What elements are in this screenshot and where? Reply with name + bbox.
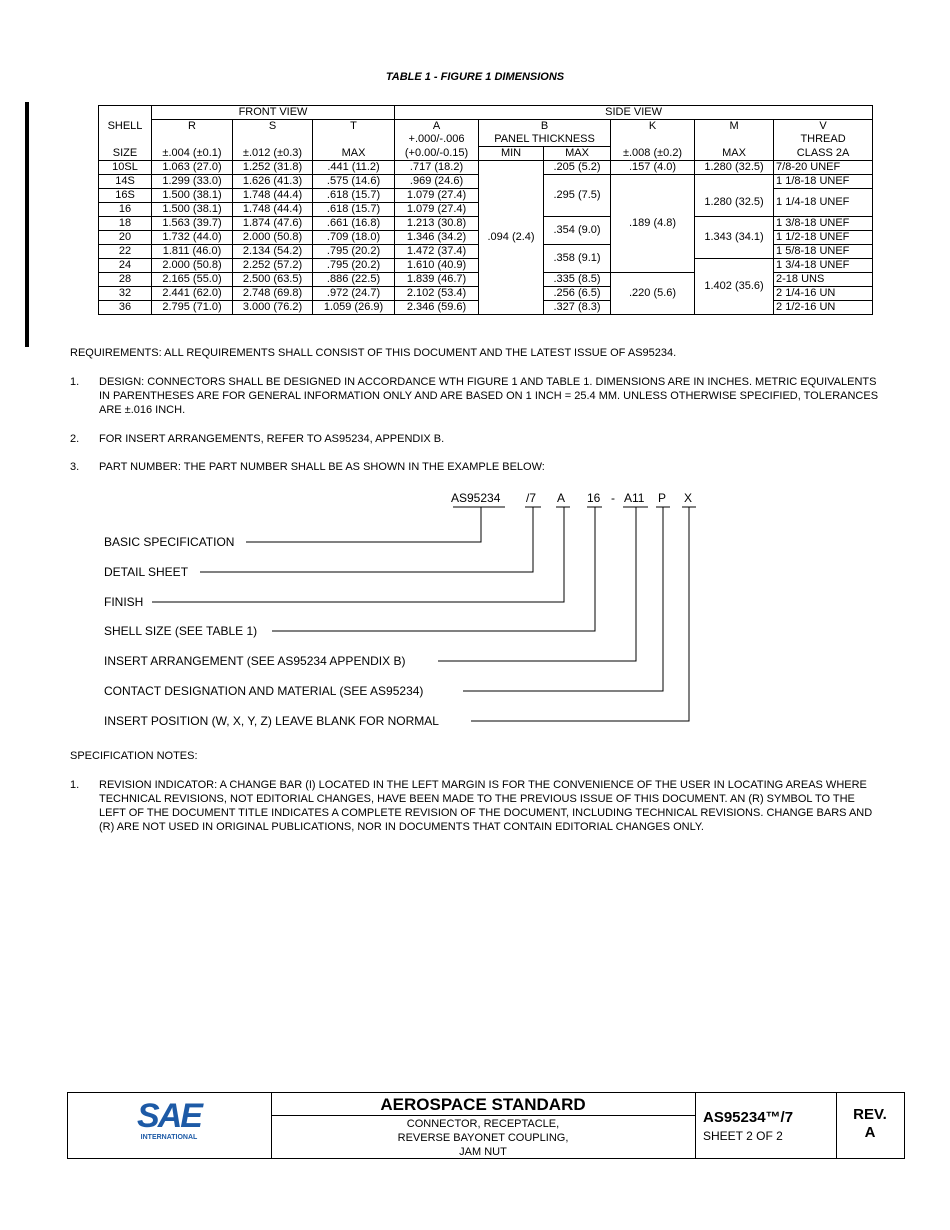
t-cell: .709 (18.0) xyxy=(313,231,395,245)
a-cell: 1.213 (30.8) xyxy=(395,217,479,231)
table-title: TABLE 1 - FIGURE 1 DIMENSIONS xyxy=(385,71,565,83)
r-header-blank xyxy=(152,133,233,147)
code-position: X xyxy=(684,491,693,505)
v-header-1: V xyxy=(774,120,873,134)
v-cell: 1 1/2-18 UNEF xyxy=(774,231,873,245)
a-header-3: (+0.00/-0.15) xyxy=(395,147,479,161)
code-detail-sheet: /7 xyxy=(526,491,537,505)
k-header-1: K xyxy=(611,120,695,134)
title-line-1: CONNECTOR, RECEPTACLE, xyxy=(406,1118,560,1130)
label-insert-position: INSERT POSITION (W, X, Y, Z) LEAVE BLANK FOR NORMAL xyxy=(104,714,439,728)
code-shell-size: 16 xyxy=(587,491,601,505)
code-basic-spec: AS95234 xyxy=(451,491,501,505)
b-max-cell: .205 (5.2) xyxy=(544,161,611,175)
v-cell: 1 1/4-18 UNEF xyxy=(774,189,873,217)
document-title xyxy=(271,1116,695,1159)
table-row xyxy=(99,161,873,175)
v-cell: 1 3/4-18 UNEF xyxy=(774,259,873,273)
s-cell: 2.134 (54.2) xyxy=(233,245,313,259)
dimensions-table xyxy=(98,105,873,315)
aerospace-standard-header: AEROSPACE STANDARD xyxy=(271,1093,695,1116)
note-number: 1. xyxy=(70,779,80,791)
code-dash: - xyxy=(611,491,615,505)
sae-logo-mark xyxy=(68,1093,271,1158)
sae-logo xyxy=(68,1093,272,1158)
a-cell: 2.346 (59.6) xyxy=(395,301,479,315)
s-header-blank xyxy=(233,133,313,147)
shell-cell: 16 xyxy=(99,203,152,217)
r-cell: 1.063 (27.0) xyxy=(152,161,233,175)
t-cell: .575 (14.6) xyxy=(313,175,395,189)
item-number: 2. xyxy=(70,433,80,445)
design-item xyxy=(70,375,880,417)
front-view-header: FRONT VIEW xyxy=(152,106,395,120)
s-cell: 1.748 (44.4) xyxy=(233,203,313,217)
label-basic-spec: BASIC SPECIFICATION xyxy=(104,535,235,549)
revision-label: REV. xyxy=(853,1106,887,1123)
k-header-2: ±.008 (±0.2) xyxy=(611,147,695,161)
s-header-1: S xyxy=(233,120,313,134)
b-header-1: B xyxy=(479,120,611,134)
v-cell: 2-18 UNS xyxy=(774,273,873,287)
a-cell: 1.472 (37.4) xyxy=(395,245,479,259)
m-header-blank xyxy=(695,133,774,147)
document-number-cell xyxy=(695,1093,837,1158)
v-cell: 7/8-20 UNEF xyxy=(774,161,873,175)
r-cell: 1.732 (44.0) xyxy=(152,231,233,245)
a-cell: 1.839 (46.7) xyxy=(395,273,479,287)
m-cell: 1.402 (35.6) xyxy=(695,259,774,315)
sheet-number: SHEET 2 OF 2 xyxy=(703,1129,783,1143)
title-line-2: REVERSE BAYONET COUPLING, xyxy=(397,1132,569,1144)
s-cell: 1.252 (31.8) xyxy=(233,161,313,175)
label-detail-sheet: DETAIL SHEET xyxy=(104,565,189,579)
b-max-header: MAX xyxy=(544,147,611,161)
m-cell: 1.343 (34.1) xyxy=(695,217,774,259)
m-cell-blank xyxy=(695,175,774,189)
r-cell: 1.500 (38.1) xyxy=(152,189,233,203)
k-cell: .157 (4.0) xyxy=(611,161,695,175)
shell-cell: 10SL xyxy=(99,161,152,175)
a-cell: .717 (18.2) xyxy=(395,161,479,175)
s-cell: 2.500 (63.5) xyxy=(233,273,313,287)
t-cell: .795 (20.2) xyxy=(313,259,395,273)
m-header-1: M xyxy=(695,120,774,134)
code-insert-arrangement: A11 xyxy=(624,491,645,505)
b-min-header: MIN xyxy=(479,147,544,161)
requirements-paragraph: REQUIREMENTS: ALL REQUIREMENTS SHALL CONSIST OF THIS DOCUMENT AND THE LATEST ISSUE OF AS95234. xyxy=(70,347,677,359)
a-cell: 1.079 (27.4) xyxy=(395,189,479,203)
m-header-2: MAX xyxy=(695,147,774,161)
item-text: FOR INSERT ARRANGEMENTS, REFER TO AS95234, APPENDIX B. xyxy=(99,433,445,445)
label-insert-arrangement: INSERT ARRANGEMENT (SEE AS95234 APPENDIX B) xyxy=(104,654,406,668)
logo-text: SAE xyxy=(137,1097,201,1135)
v-cell: 2 1/2-16 UN xyxy=(774,301,873,315)
v-header-3: CLASS 2A xyxy=(774,147,873,161)
b-min-cell: .094 (2.4) xyxy=(479,161,544,315)
t-header-blank xyxy=(313,133,395,147)
code-finish: A xyxy=(557,491,566,505)
spec-notes-heading: SPECIFICATION NOTES: xyxy=(70,750,198,762)
side-view-header: SIDE VIEW xyxy=(395,106,873,120)
a-header-1: A xyxy=(395,120,479,134)
revision-cell xyxy=(836,1093,904,1158)
shell-header-2: SIZE xyxy=(99,147,152,161)
a-header-2: +.000/-.006 xyxy=(395,133,479,147)
part-number-diagram xyxy=(0,480,950,730)
v-header-2: THREAD xyxy=(774,133,873,147)
document-number: AS95234™/7 xyxy=(703,1109,794,1126)
insert-arrangements-item xyxy=(70,432,880,446)
t-cell: .795 (20.2) xyxy=(313,245,395,259)
shell-cell: 20 xyxy=(99,231,152,245)
s-cell: 2.252 (57.2) xyxy=(233,259,313,273)
shell-cell: 24 xyxy=(99,259,152,273)
r-cell: 2.000 (50.8) xyxy=(152,259,233,273)
k-cell: .189 (4.8) xyxy=(611,175,695,273)
v-cell: 2 1/4-16 UN xyxy=(774,287,873,301)
m-cell: 1.280 (32.5) xyxy=(695,161,774,175)
t-cell: .972 (24.7) xyxy=(313,287,395,301)
revision-value: A xyxy=(864,1124,876,1141)
r-cell: 1.811 (46.0) xyxy=(152,245,233,259)
r-cell: 1.500 (38.1) xyxy=(152,203,233,217)
item-number: 3. xyxy=(70,461,80,473)
t-cell: 1.059 (26.9) xyxy=(313,301,395,315)
item-text: DESIGN: CONNECTORS SHALL BE DESIGNED IN ACCORDANCE WTH FIGURE 1 AND TABLE 1. DIMENSIONS ARE IN INCHES. METRIC EQUIVALENTS IN PARENTHESES ARE FOR GENERAL INFORMATION ONLY AND ARE BASED ON 1 INCH = 25.4 MM. UNLESS OTHERWISE SPECIFIED, TOLERANCES ARE ±.016 INCH. xyxy=(99,376,879,416)
revision-indicator-note xyxy=(70,778,880,834)
s-header-2: ±.012 (±0.3) xyxy=(233,147,313,161)
t-cell: .661 (16.8) xyxy=(313,217,395,231)
b-max-cell: .295 (7.5) xyxy=(544,175,611,217)
s-cell: 1.874 (47.6) xyxy=(233,217,313,231)
t-header-2: MAX xyxy=(313,147,395,161)
title-block-description xyxy=(271,1093,696,1158)
corner-cell xyxy=(99,106,152,120)
b-max-cell: .335 (8.5) xyxy=(544,273,611,287)
t-cell: .886 (22.5) xyxy=(313,273,395,287)
k-header-blank xyxy=(611,133,695,147)
label-finish: FINISH xyxy=(104,595,144,609)
s-cell: 3.000 (76.2) xyxy=(233,301,313,315)
item-text: PART NUMBER: THE PART NUMBER SHALL BE AS SHOWN IN THE EXAMPLE BELOW: xyxy=(99,461,545,473)
s-cell: 2.748 (69.8) xyxy=(233,287,313,301)
logo-subtext: INTERNATIONAL xyxy=(140,1134,198,1141)
v-cell: 1 1/8-18 UNEF xyxy=(774,175,873,189)
t-cell: .441 (11.2) xyxy=(313,161,395,175)
s-cell: 2.000 (50.8) xyxy=(233,231,313,245)
r-cell: 1.299 (33.0) xyxy=(152,175,233,189)
r-header-2: ±.004 (±0.1) xyxy=(152,147,233,161)
shell-header-blank xyxy=(99,133,152,147)
r-cell: 2.795 (71.0) xyxy=(152,301,233,315)
t-cell: .618 (15.7) xyxy=(313,203,395,217)
r-header-1: R xyxy=(152,120,233,134)
shell-cell: 22 xyxy=(99,245,152,259)
a-cell: .969 (24.6) xyxy=(395,175,479,189)
a-cell: 1.346 (34.2) xyxy=(395,231,479,245)
shell-cell: 36 xyxy=(99,301,152,315)
m-cell: 1.280 (32.5) xyxy=(695,189,774,217)
label-contact-designation: CONTACT DESIGNATION AND MATERIAL (SEE AS95234) xyxy=(104,684,424,698)
part-number-item xyxy=(70,460,880,474)
a-cell: 1.610 (40.9) xyxy=(395,259,479,273)
k-cell: .220 (5.6) xyxy=(611,273,695,315)
a-cell: 1.079 (27.4) xyxy=(395,203,479,217)
s-cell: 1.626 (41.3) xyxy=(233,175,313,189)
v-cell: 1 5/8-18 UNEF xyxy=(774,245,873,259)
shell-cell: 14S xyxy=(99,175,152,189)
shell-cell: 28 xyxy=(99,273,152,287)
t-header-1: T xyxy=(313,120,395,134)
item-number: 1. xyxy=(70,376,80,388)
v-cell: 1 3/8-18 UNEF xyxy=(774,217,873,231)
r-cell: 2.441 (62.0) xyxy=(152,287,233,301)
label-shell-size: SHELL SIZE (SEE TABLE 1) xyxy=(104,624,258,638)
s-cell: 1.748 (44.4) xyxy=(233,189,313,203)
r-cell: 2.165 (55.0) xyxy=(152,273,233,287)
title-block xyxy=(67,1092,905,1159)
shell-cell: 32 xyxy=(99,287,152,301)
b-max-cell: .327 (8.3) xyxy=(544,301,611,315)
b-max-cell: .256 (6.5) xyxy=(544,287,611,301)
part-number-codes xyxy=(451,491,692,505)
shell-cell: 16S xyxy=(99,189,152,203)
r-cell: 1.563 (39.7) xyxy=(152,217,233,231)
b-header-2: PANEL THICKNESS xyxy=(479,133,611,147)
shell-header-1: SHELL xyxy=(99,120,152,134)
title-line-3: JAM NUT xyxy=(459,1146,507,1158)
change-bar xyxy=(25,102,29,347)
shell-cell: 18 xyxy=(99,217,152,231)
t-cell: .618 (15.7) xyxy=(313,189,395,203)
b-max-cell: .358 (9.1) xyxy=(544,245,611,273)
code-contact: P xyxy=(658,491,667,505)
b-max-cell: .354 (9.0) xyxy=(544,217,611,245)
a-cell: 2.102 (53.4) xyxy=(395,287,479,301)
note-text: REVISION INDICATOR: A CHANGE BAR (I) LOCATED IN THE LEFT MARGIN IS FOR THE CONVENIENCE OF THE USER IN LOCATING AREAS WHERE TECHNICAL REVISIONS, NOT EDITORIAL CHANGES, HAVE BEEN MADE TO THE PREVIOUS ISSUE OF THIS DOCUMENT. AN (R) SYMBOL TO THE LEFT OF THE DOCUMENT TITLE INDICATES A COMPLETE REVISION OF THE DOCUMENT, INCLUDING TECHNICAL REVISIONS. CHANGE BARS AND (R) ARE NOT USED IN ORIGINAL PUBLICATIONS, NOR IN DOCUMENTS THAT CONTAIN EDITORIAL CHANGES ONLY. xyxy=(99,779,873,833)
